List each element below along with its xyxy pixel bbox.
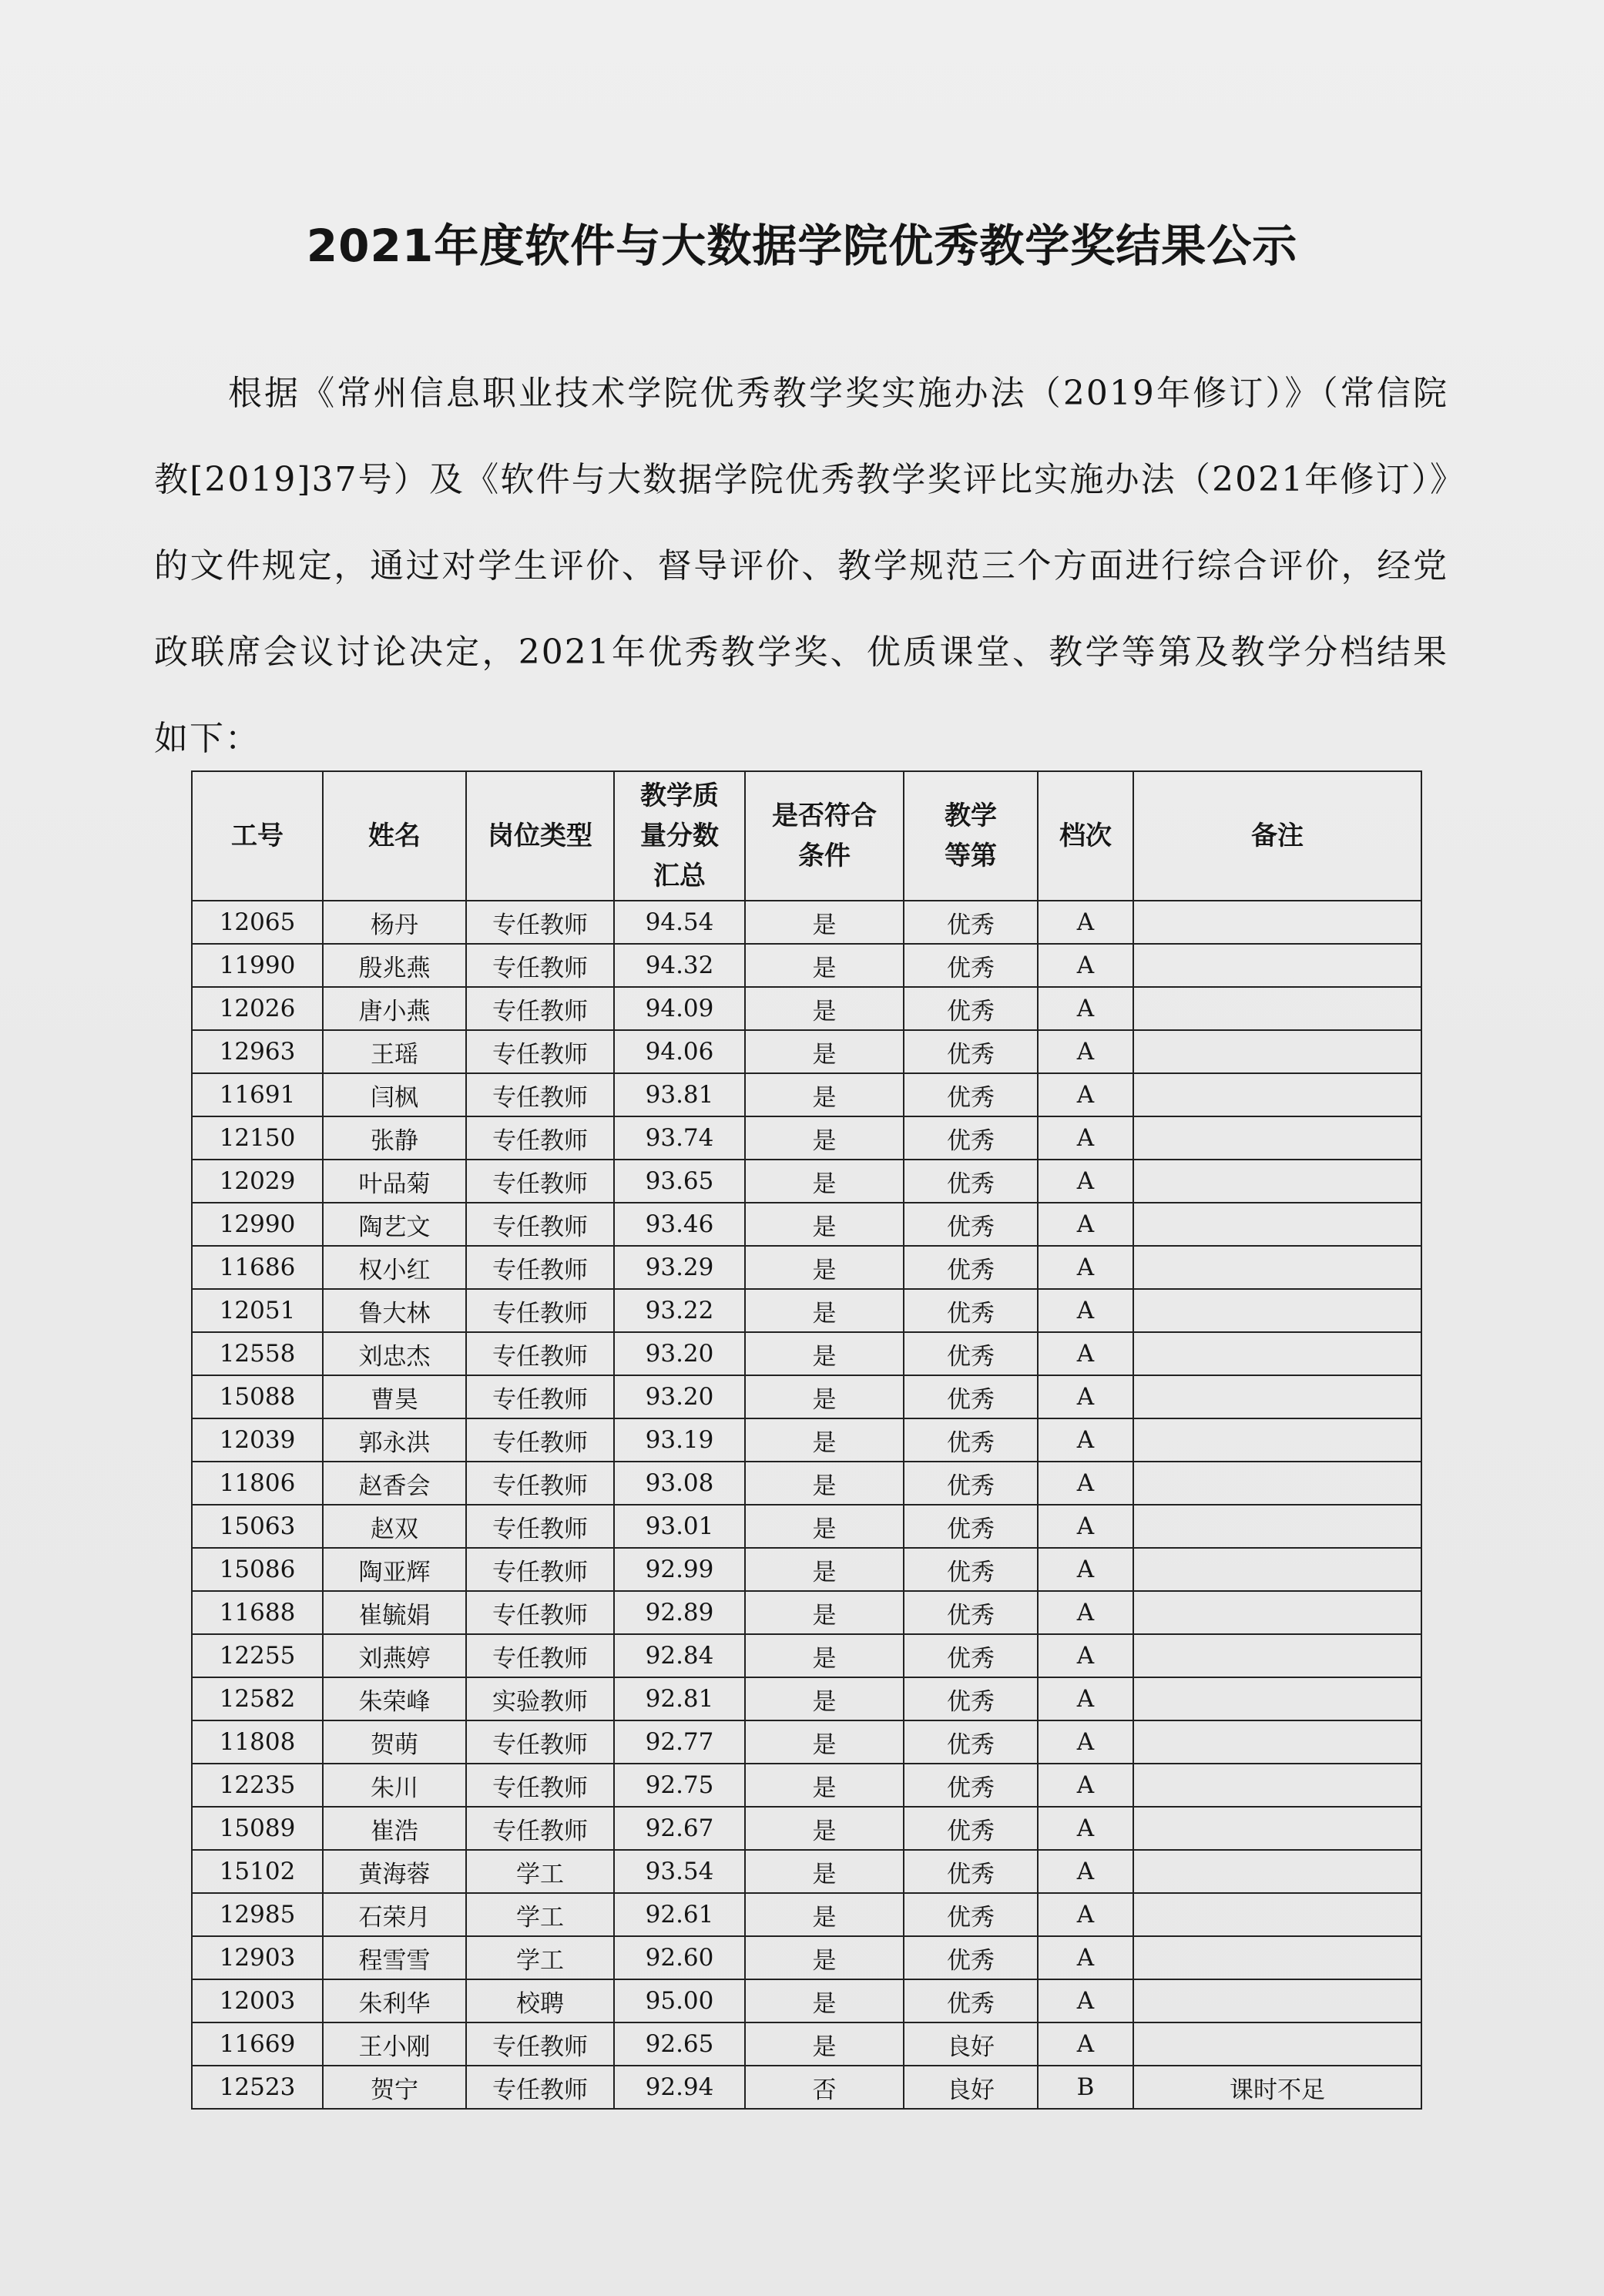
cell-name: 崔毓娟 (323, 1591, 466, 1634)
cell-remarks (1133, 944, 1421, 987)
cell-teaching-grade: 优秀 (904, 1160, 1038, 1203)
cell-teaching-grade: 优秀 (904, 1936, 1038, 1979)
cell-tier: A (1038, 1979, 1133, 2022)
table-row (192, 1462, 1421, 1505)
cell-staff-id: 15086 (192, 1548, 323, 1591)
cell-name: 闫枫 (323, 1073, 466, 1116)
cell-staff-id: 15102 (192, 1850, 323, 1893)
cell-name: 陶亚辉 (323, 1548, 466, 1591)
cell-quality-score: 92.89 (614, 1591, 745, 1634)
cell-staff-id: 12582 (192, 1677, 323, 1720)
cell-position-type: 专任教师 (466, 901, 614, 944)
cell-remarks: 课时不足 (1133, 2066, 1421, 2109)
cell-name: 陶艺文 (323, 1203, 466, 1246)
cell-staff-id: 12235 (192, 1764, 323, 1807)
cell-quality-score: 92.77 (614, 1720, 745, 1764)
table-row (192, 901, 1421, 944)
cell-quality-score: 92.94 (614, 2066, 745, 2109)
cell-staff-id: 12523 (192, 2066, 323, 2109)
table-body (192, 901, 1421, 2109)
cell-remarks (1133, 1893, 1421, 1936)
table-row (192, 1116, 1421, 1160)
cell-tier: A (1038, 1073, 1133, 1116)
cell-remarks (1133, 1375, 1421, 1418)
table-row (192, 1936, 1421, 1979)
cell-quality-score: 92.75 (614, 1764, 745, 1807)
table-row (192, 1893, 1421, 1936)
cell-teaching-grade: 优秀 (904, 1979, 1038, 2022)
table-row (192, 1591, 1421, 1634)
cell-teaching-grade: 优秀 (904, 1548, 1038, 1591)
cell-name: 郭永洪 (323, 1418, 466, 1462)
cell-remarks (1133, 1720, 1421, 1764)
cell-remarks (1133, 1850, 1421, 1893)
cell-tier: A (1038, 1332, 1133, 1375)
cell-name: 贺宁 (323, 2066, 466, 2109)
table-row (192, 1418, 1421, 1462)
cell-staff-id: 15089 (192, 1807, 323, 1850)
cell-staff-id: 11669 (192, 2022, 323, 2066)
cell-remarks (1133, 1289, 1421, 1332)
cell-teaching-grade: 优秀 (904, 987, 1038, 1030)
table-row (192, 1764, 1421, 1807)
cell-teaching-grade: 良好 (904, 2066, 1038, 2109)
cell-remarks (1133, 1332, 1421, 1375)
cell-staff-id: 12558 (192, 1332, 323, 1375)
cell-eligible: 是 (745, 2022, 904, 2066)
cell-teaching-grade: 优秀 (904, 1893, 1038, 1936)
cell-position-type: 专任教师 (466, 987, 614, 1030)
cell-remarks (1133, 1548, 1421, 1591)
cell-staff-id: 12150 (192, 1116, 323, 1160)
cell-staff-id: 12963 (192, 1030, 323, 1073)
cell-name: 赵双 (323, 1505, 466, 1548)
cell-eligible: 是 (745, 987, 904, 1030)
cell-remarks (1133, 987, 1421, 1030)
cell-remarks (1133, 1936, 1421, 1979)
table-row (192, 1203, 1421, 1246)
cell-position-type: 专任教师 (466, 1203, 614, 1246)
table-row (192, 944, 1421, 987)
cell-staff-id: 12255 (192, 1634, 323, 1677)
cell-quality-score: 93.29 (614, 1246, 745, 1289)
cell-quality-score: 93.46 (614, 1203, 745, 1246)
cell-position-type: 专任教师 (466, 2022, 614, 2066)
cell-tier: A (1038, 1246, 1133, 1289)
header-name: 姓名 (323, 771, 466, 901)
table-row (192, 2022, 1421, 2066)
cell-staff-id: 12903 (192, 1936, 323, 1979)
header-quality-score: 教学质量分数汇总 (614, 771, 745, 901)
cell-position-type: 专任教师 (466, 1764, 614, 1807)
cell-position-type: 专任教师 (466, 1246, 614, 1289)
header-remarks: 备注 (1133, 771, 1421, 901)
cell-name: 程雪雪 (323, 1936, 466, 1979)
cell-teaching-grade: 优秀 (904, 1591, 1038, 1634)
table-row (192, 1677, 1421, 1720)
cell-teaching-grade: 优秀 (904, 1289, 1038, 1332)
cell-tier: A (1038, 1720, 1133, 1764)
cell-quality-score: 93.01 (614, 1505, 745, 1548)
table-header-row (192, 771, 1421, 901)
cell-teaching-grade: 优秀 (904, 1203, 1038, 1246)
cell-position-type: 专任教师 (466, 1418, 614, 1462)
cell-staff-id: 15088 (192, 1375, 323, 1418)
cell-remarks (1133, 1764, 1421, 1807)
cell-position-type: 专任教师 (466, 1030, 614, 1073)
cell-tier: A (1038, 1764, 1133, 1807)
cell-position-type: 学工 (466, 1850, 614, 1893)
cell-tier: A (1038, 1418, 1133, 1462)
cell-remarks (1133, 1807, 1421, 1850)
cell-teaching-grade: 优秀 (904, 1332, 1038, 1375)
cell-teaching-grade: 优秀 (904, 1462, 1038, 1505)
cell-quality-score: 93.19 (614, 1418, 745, 1462)
cell-name: 朱川 (323, 1764, 466, 1807)
cell-staff-id: 12039 (192, 1418, 323, 1462)
cell-remarks (1133, 1591, 1421, 1634)
cell-name: 赵香会 (323, 1462, 466, 1505)
cell-eligible: 是 (745, 1807, 904, 1850)
table-row (192, 1850, 1421, 1893)
cell-position-type: 专任教师 (466, 1548, 614, 1591)
table-row (192, 1073, 1421, 1116)
cell-eligible: 是 (745, 1634, 904, 1677)
cell-position-type: 专任教师 (466, 2066, 614, 2109)
header-teaching-grade: 教学等第 (904, 771, 1038, 901)
cell-name: 刘忠杰 (323, 1332, 466, 1375)
cell-name: 黄海蓉 (323, 1850, 466, 1893)
header-staff-id: 工号 (192, 771, 323, 901)
cell-name: 朱荣峰 (323, 1677, 466, 1720)
cell-teaching-grade: 优秀 (904, 1073, 1038, 1116)
cell-tier: A (1038, 1893, 1133, 1936)
cell-tier: A (1038, 1850, 1133, 1893)
cell-name: 王小刚 (323, 2022, 466, 2066)
cell-tier: A (1038, 1634, 1133, 1677)
cell-eligible: 是 (745, 1160, 904, 1203)
cell-name: 曹昊 (323, 1375, 466, 1418)
cell-staff-id: 12003 (192, 1979, 323, 2022)
table-row (192, 1375, 1421, 1418)
cell-quality-score: 93.81 (614, 1073, 745, 1116)
cell-position-type: 专任教师 (466, 1807, 614, 1850)
cell-remarks (1133, 1505, 1421, 1548)
cell-remarks (1133, 1073, 1421, 1116)
cell-teaching-grade: 优秀 (904, 1807, 1038, 1850)
table-row (192, 1246, 1421, 1289)
cell-eligible: 是 (745, 1979, 904, 2022)
cell-tier: A (1038, 1462, 1133, 1505)
cell-staff-id: 12065 (192, 901, 323, 944)
cell-staff-id: 11808 (192, 1720, 323, 1764)
cell-quality-score: 92.65 (614, 2022, 745, 2066)
cell-tier: A (1038, 1030, 1133, 1073)
cell-quality-score: 94.09 (614, 987, 745, 1030)
cell-staff-id: 12985 (192, 1893, 323, 1936)
cell-quality-score: 92.60 (614, 1936, 745, 1979)
results-table (191, 770, 1422, 2110)
cell-remarks (1133, 1677, 1421, 1720)
cell-position-type: 专任教师 (466, 1505, 614, 1548)
cell-remarks (1133, 1246, 1421, 1289)
cell-quality-score: 93.08 (614, 1462, 745, 1505)
cell-eligible: 是 (745, 1677, 904, 1720)
intro-paragraph: 根据《常州信息职业技术学院优秀教学奖实施办法（2019年修订）》（常信院教[2019]37号）及《软件与大数据学院优秀教学奖评比实施办法（2021年修订）》的文件规定，通过对学生评价、督导评价、教学规范三个方面进行综合评价，经党政联席会议讨论决定，2021年优秀教学奖、优质课堂、教学等第及教学分档结果如下： (154, 374, 1448, 758)
cell-teaching-grade: 优秀 (904, 1720, 1038, 1764)
cell-name: 石荣月 (323, 1893, 466, 1936)
cell-remarks (1133, 1160, 1421, 1203)
cell-tier: B (1038, 2066, 1133, 2109)
cell-eligible: 是 (745, 1289, 904, 1332)
cell-quality-score: 94.54 (614, 901, 745, 944)
cell-tier: A (1038, 1936, 1133, 1979)
cell-teaching-grade: 优秀 (904, 1030, 1038, 1073)
cell-quality-score: 93.20 (614, 1332, 745, 1375)
cell-tier: A (1038, 1116, 1133, 1160)
cell-teaching-grade: 优秀 (904, 1418, 1038, 1462)
cell-position-type: 专任教师 (466, 1116, 614, 1160)
cell-remarks (1133, 1030, 1421, 1073)
cell-staff-id: 12026 (192, 987, 323, 1030)
cell-teaching-grade: 优秀 (904, 1764, 1038, 1807)
cell-quality-score: 92.99 (614, 1548, 745, 1591)
document-title: 2021年度软件与大数据学院优秀教学奖结果公示 (306, 220, 1298, 272)
cell-teaching-grade: 优秀 (904, 1505, 1038, 1548)
cell-tier: A (1038, 901, 1133, 944)
cell-position-type: 专任教师 (466, 1634, 614, 1677)
cell-name: 唐小燕 (323, 987, 466, 1030)
cell-name: 崔浩 (323, 1807, 466, 1850)
cell-position-type: 专任教师 (466, 1462, 614, 1505)
cell-tier: A (1038, 1505, 1133, 1548)
table-row (192, 1332, 1421, 1375)
cell-remarks (1133, 901, 1421, 944)
cell-teaching-grade: 优秀 (904, 1246, 1038, 1289)
cell-staff-id: 12051 (192, 1289, 323, 1332)
cell-teaching-grade: 优秀 (904, 1116, 1038, 1160)
table-row (192, 1548, 1421, 1591)
cell-tier: A (1038, 987, 1133, 1030)
cell-eligible: 是 (745, 1548, 904, 1591)
cell-eligible: 是 (745, 1462, 904, 1505)
cell-eligible: 是 (745, 1505, 904, 1548)
cell-eligible: 是 (745, 1936, 904, 1979)
cell-name: 权小红 (323, 1246, 466, 1289)
cell-eligible: 是 (745, 1116, 904, 1160)
cell-tier: A (1038, 1807, 1133, 1850)
cell-quality-score: 92.67 (614, 1807, 745, 1850)
cell-quality-score: 94.32 (614, 944, 745, 987)
cell-teaching-grade: 优秀 (904, 944, 1038, 987)
cell-tier: A (1038, 1203, 1133, 1246)
cell-staff-id: 11806 (192, 1462, 323, 1505)
cell-name: 叶品菊 (323, 1160, 466, 1203)
cell-eligible: 是 (745, 1418, 904, 1462)
cell-tier: A (1038, 1375, 1133, 1418)
cell-teaching-grade: 优秀 (904, 1375, 1038, 1418)
cell-name: 贺萌 (323, 1720, 466, 1764)
cell-eligible: 否 (745, 2066, 904, 2109)
table-row (192, 1634, 1421, 1677)
table-row (192, 1289, 1421, 1332)
cell-quality-score: 93.22 (614, 1289, 745, 1332)
table-row (192, 987, 1421, 1030)
cell-eligible: 是 (745, 901, 904, 944)
cell-position-type: 专任教师 (466, 1332, 614, 1375)
cell-position-type: 学工 (466, 1936, 614, 1979)
cell-tier: A (1038, 944, 1133, 987)
cell-position-type: 实验教师 (466, 1677, 614, 1720)
cell-position-type: 校聘 (466, 1979, 614, 2022)
cell-position-type: 专任教师 (466, 1160, 614, 1203)
cell-position-type: 专任教师 (466, 1289, 614, 1332)
cell-name: 殷兆燕 (323, 944, 466, 987)
cell-staff-id: 11691 (192, 1073, 323, 1116)
cell-name: 朱利华 (323, 1979, 466, 2022)
cell-name: 张静 (323, 1116, 466, 1160)
cell-staff-id: 11990 (192, 944, 323, 987)
cell-staff-id: 12990 (192, 1203, 323, 1246)
cell-eligible: 是 (745, 1203, 904, 1246)
cell-remarks (1133, 1462, 1421, 1505)
cell-remarks (1133, 1418, 1421, 1462)
cell-quality-score: 93.74 (614, 1116, 745, 1160)
cell-eligible: 是 (745, 1375, 904, 1418)
table-row (192, 1505, 1421, 1548)
cell-staff-id: 12029 (192, 1160, 323, 1203)
cell-teaching-grade: 良好 (904, 2022, 1038, 2066)
cell-position-type: 专任教师 (466, 944, 614, 987)
cell-eligible: 是 (745, 1764, 904, 1807)
cell-eligible: 是 (745, 1030, 904, 1073)
cell-eligible: 是 (745, 1332, 904, 1375)
header-eligible: 是否符合条件 (745, 771, 904, 901)
cell-remarks (1133, 1634, 1421, 1677)
cell-position-type: 学工 (466, 1893, 614, 1936)
cell-tier: A (1038, 1160, 1133, 1203)
cell-eligible: 是 (745, 1246, 904, 1289)
cell-position-type: 专任教师 (466, 1073, 614, 1116)
cell-quality-score: 94.06 (614, 1030, 745, 1073)
cell-remarks (1133, 2022, 1421, 2066)
cell-eligible: 是 (745, 1073, 904, 1116)
cell-name: 鲁大林 (323, 1289, 466, 1332)
cell-remarks (1133, 1116, 1421, 1160)
table-row (192, 1030, 1421, 1073)
cell-eligible: 是 (745, 1850, 904, 1893)
cell-tier: A (1038, 1677, 1133, 1720)
cell-position-type: 专任教师 (466, 1720, 614, 1764)
cell-tier: A (1038, 1289, 1133, 1332)
cell-teaching-grade: 优秀 (904, 1850, 1038, 1893)
cell-teaching-grade: 优秀 (904, 1634, 1038, 1677)
table-row (192, 2066, 1421, 2109)
table-row (192, 1720, 1421, 1764)
cell-eligible: 是 (745, 1893, 904, 1936)
cell-staff-id: 11688 (192, 1591, 323, 1634)
cell-eligible: 是 (745, 1720, 904, 1764)
cell-tier: A (1038, 2022, 1133, 2066)
cell-name: 刘燕婷 (323, 1634, 466, 1677)
cell-quality-score: 95.00 (614, 1979, 745, 2022)
cell-eligible: 是 (745, 944, 904, 987)
cell-quality-score: 93.54 (614, 1850, 745, 1893)
cell-quality-score: 93.65 (614, 1160, 745, 1203)
cell-quality-score: 92.61 (614, 1893, 745, 1936)
cell-eligible: 是 (745, 1591, 904, 1634)
cell-position-type: 专任教师 (466, 1591, 614, 1634)
cell-quality-score: 93.20 (614, 1375, 745, 1418)
header-position-type: 岗位类型 (466, 771, 614, 901)
cell-quality-score: 92.81 (614, 1677, 745, 1720)
table-row (192, 1160, 1421, 1203)
cell-tier: A (1038, 1548, 1133, 1591)
cell-teaching-grade: 优秀 (904, 1677, 1038, 1720)
cell-remarks (1133, 1203, 1421, 1246)
cell-remarks (1133, 1979, 1421, 2022)
table-row (192, 1807, 1421, 1850)
table-row (192, 1979, 1421, 2022)
cell-staff-id: 11686 (192, 1246, 323, 1289)
cell-quality-score: 92.84 (614, 1634, 745, 1677)
cell-tier: A (1038, 1591, 1133, 1634)
cell-staff-id: 15063 (192, 1505, 323, 1548)
cell-name: 王瑶 (323, 1030, 466, 1073)
cell-name: 杨丹 (323, 901, 466, 944)
header-tier: 档次 (1038, 771, 1133, 901)
cell-teaching-grade: 优秀 (904, 901, 1038, 944)
cell-position-type: 专任教师 (466, 1375, 614, 1418)
